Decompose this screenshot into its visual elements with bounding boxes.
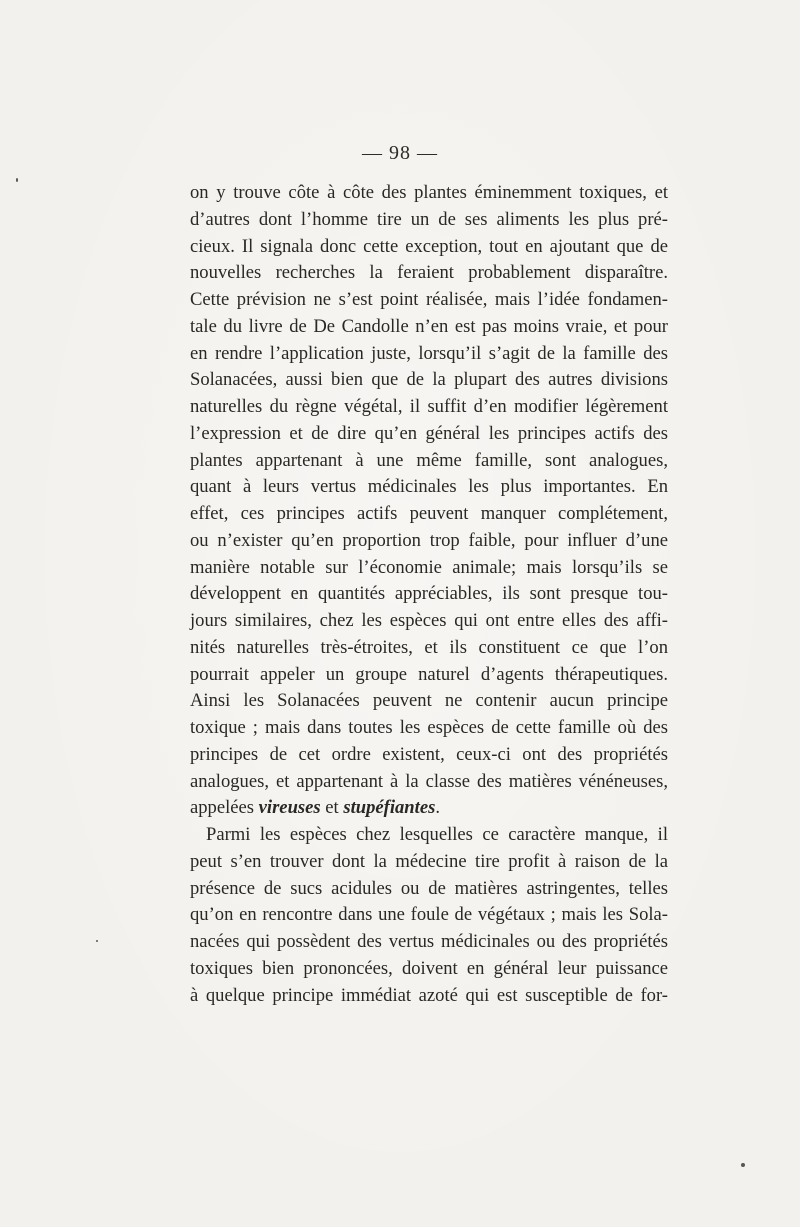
text-line: effet, ces principes actifs peuvent manquer complétement,	[190, 503, 668, 524]
paragraph-1	[190, 180, 668, 822]
text-line: nités naturelles très-étroites, et ils constituent ce que l’on	[190, 636, 668, 658]
text-line: toxiques bien prononcées, doivent en général leur puissance	[190, 957, 668, 979]
paper-speck	[96, 940, 98, 942]
paper-speck	[741, 1163, 745, 1167]
text-line: naturelles du règne végétal, il suffit d’en modifier légèrement	[190, 396, 668, 417]
text-line: on y trouve côte à côte des plantes éminemment toxiques, et	[190, 182, 668, 203]
italic-term-vireuses: vireuses	[258, 797, 321, 819]
text-line: qu’on en rencontre dans une foule de végétaux ; mais les Sola-	[190, 904, 668, 926]
paragraph-2	[190, 822, 668, 1009]
text-line: présence de sucs acidules ou de matières astringentes, telles	[190, 877, 668, 899]
text-line: peut s’en trouver dont la médecine tire profit à raison de la	[190, 850, 668, 872]
text-fragment: .	[435, 797, 440, 819]
text-line: à quelque principe immédiat azoté qui est susceptible de for-	[190, 984, 668, 1006]
text-line: nacées qui possèdent des vertus médicinales ou des propriétés	[190, 931, 668, 952]
text-line: l’expression et de dire qu’en général les principes actifs des	[190, 422, 668, 444]
text-line: tale du livre de De Candolle n’en est pas moins vraie, et pour	[190, 315, 668, 337]
text-line: manière notable sur l’économie animale; mais lorsqu’ils se	[190, 556, 668, 578]
text-line: d’autres dont l’homme tire un de ses aliments les plus pré-	[190, 208, 668, 230]
text-line: pourrait appeler un groupe naturel d’agents thérapeutiques.	[190, 663, 668, 685]
italic-term-stupefiantes: stupéfiantes	[343, 797, 436, 819]
text-fragment: et	[320, 797, 344, 819]
text-line: Cette prévision ne s’est point réalisée, mais l’idée fondamen-	[190, 289, 668, 310]
paper-speck	[16, 178, 18, 182]
text-line: quant à leurs vertus médicinales les plus importantes. En	[190, 476, 668, 498]
text-line: principes de cet ordre existent, ceux-ci ont des propriétés	[190, 743, 668, 765]
text-line: analogues, et appartenant à la classe des matières vénéneuses,	[190, 770, 668, 792]
text-line: Ainsi les Solanacées peuvent ne contenir aucun principe	[190, 690, 668, 712]
text-line: jours similaires, chez les espèces qui ont entre elles des affi-	[190, 610, 668, 631]
text-line: Solanacées, aussi bien que de la plupart des autres divisions	[190, 369, 668, 391]
text-line: nouvelles recherches la feraient probablement disparaître.	[190, 262, 668, 284]
page-number: — 98 —	[362, 142, 438, 164]
text-line: développent en quantités appréciables, ils sont presque tou-	[190, 583, 668, 605]
text-line: toxique ; mais dans toutes les espèces de cette famille où des	[190, 717, 668, 738]
text-line: Parmi les espèces chez lesquelles ce caractère manque, il	[206, 824, 668, 845]
text-line: ou n’exister qu’en proportion trop faible, pour influer d’une	[190, 529, 668, 551]
text-line-last	[190, 795, 668, 822]
text-fragment: appelées	[190, 797, 259, 819]
text-line: plantes appartenant à une même famille, sont analogues,	[190, 449, 668, 471]
text-line: en rendre l’application juste, lorsqu’il s’agit de la famille des	[190, 342, 668, 364]
body-text	[190, 180, 668, 1009]
text-line: cieux. Il signala donc cette exception, tout en ajoutant que de	[190, 235, 668, 257]
